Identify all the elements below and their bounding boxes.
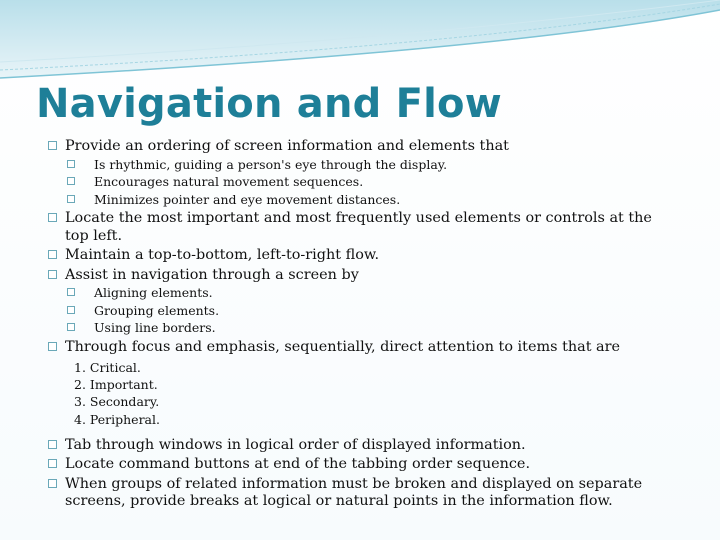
header-wave-decoration [0,0,720,80]
square-bullet-icon [48,270,57,279]
bullet-text: Assist in navigation through a screen by [65,266,359,283]
square-bullet-icon [48,459,57,468]
square-bullet-icon [67,177,75,185]
bullet-list [48,136,678,511]
bullet-text: When groups of related information must be broken and displayed on separate screens, provide breaks at logical or natural points in the information flow. [65,475,643,510]
square-bullet-icon [67,306,75,314]
bullet-item [48,138,678,156]
sub-bullet-text: Encourages natural movement sequences. [94,174,364,189]
sub-bullet-item [48,319,678,337]
bullet-item [48,339,678,357]
page-title: Navigation and Flow [36,81,502,127]
sub-bullet-item [48,302,678,320]
bullet-item [48,456,678,474]
numbered-item: 3. Secondary. [74,394,160,410]
bullet-text: Maintain a top-to-bottom, left-to-right flow. [65,247,380,263]
bullet-text: Locate command buttons at end of the tabbing order sequence. [65,456,531,473]
square-bullet-icon [48,141,57,150]
square-bullet-icon [48,213,57,222]
square-bullet-icon [67,160,75,168]
bullet-item [48,437,678,455]
sub-bullet-item [48,173,678,191]
sub-bullet-item [48,191,678,209]
bullet-text: Provide an ordering of screen information and elements that [65,138,509,154]
square-bullet-icon [67,323,75,331]
sub-bullet-text: Is rhythmic, guiding a person's eye through the display. [94,156,448,172]
bullet-item [48,210,678,245]
sub-bullet-text: Grouping elements. [94,302,220,318]
bullet-text: Tab through windows in logical order of displayed information. [65,436,526,453]
square-bullet-icon [67,195,75,203]
sub-bullet-text: Minimizes pointer and eye movement distances. [94,191,401,207]
bullet-item [48,267,678,285]
sub-bullet-item [48,156,678,174]
square-bullet-icon [48,440,57,449]
numbered-item: 4. Peripheral. [74,411,160,427]
bullet-item [48,247,678,265]
square-bullet-icon [67,288,75,296]
numbered-item: 2. Important. [74,377,158,393]
numbered-item: 1. Critical. [74,360,141,375]
sub-bullet-item [48,284,678,302]
bullet-item [48,476,678,511]
sub-bullet-text: Using line borders. [94,320,216,335]
square-bullet-icon [48,250,57,259]
bullet-text: Through focus and emphasis, sequentially, direct attention to items that are [65,338,621,355]
square-bullet-icon [48,479,57,488]
sub-bullet-text: Aligning elements. [94,285,213,300]
bullet-text: Locate the most important and most frequently used elements or controls at the top left. [65,210,652,244]
square-bullet-icon [48,342,57,351]
